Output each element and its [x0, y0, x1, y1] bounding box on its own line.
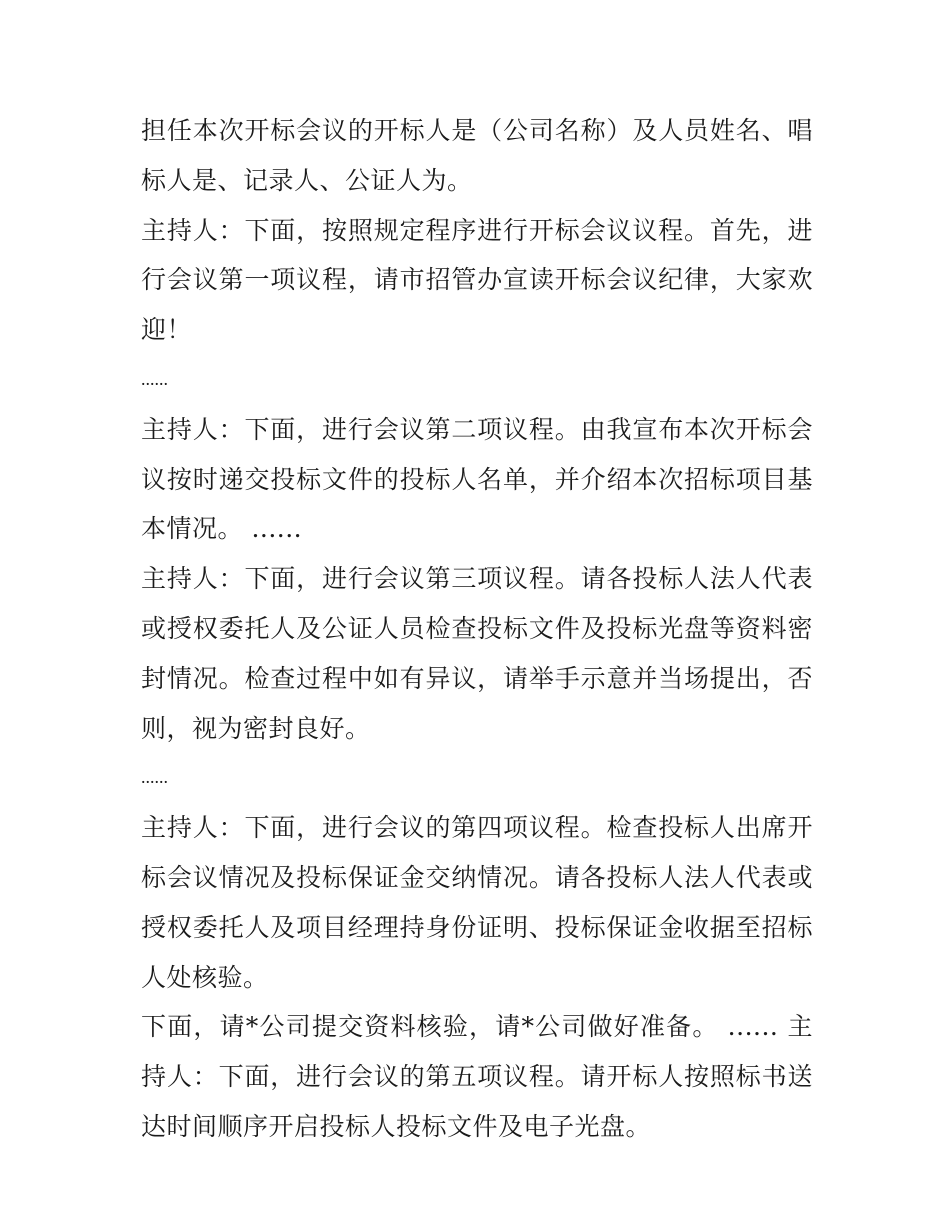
paragraph-agenda-four: 主持人：下面，进行会议的第四项议程。检查投标人出席开标会议情况及投标保证金交纳情况。请各投标人法人代表或授权委托人及项目经理持身份证明、投标保证金收据至招标人处核验。 — [141, 813, 813, 992]
paragraph-agenda-five: 下面，请*公司提交资料核验，请*公司做好准备。 ...... 主持人：下面，进行会议的第五项议程。请开标人按照标书送达时间顺序开启投标人投标文件及电子光盘。 — [141, 1012, 813, 1141]
paragraph-opening-staff: 担任本次开标会议的开标人是（公司名称）及人员姓名、唱标人是、记录人、公证人为。 — [141, 116, 813, 195]
paragraph-agenda-one: 主持人：下面，按照规定程序进行开标会议议程。首先，进行会议第一项议程，请市招管办宣读开标会议纪律，大家欢迎！ — [141, 215, 813, 345]
paragraph-agenda-three: 主持人：下面，进行会议第三项议程。请各投标人法人代表或授权委托人及公证人员检查投标文件及投标光盘等资料密封情况。检查过程中如有异议，请举手示意并当场提出，否则，视为密封良好。 — [141, 564, 813, 743]
ellipsis-line: ...... — [141, 767, 168, 788]
paragraph-agenda-two: 主持人：下面，进行会议第二项议程。由我宣布本次开标会议按时递交投标文件的投标人名单，并介绍本次招标项目基本情况。 ...... — [141, 414, 813, 544]
document-body — [141, 106, 813, 1152]
ellipsis-line: ...... — [141, 368, 168, 389]
